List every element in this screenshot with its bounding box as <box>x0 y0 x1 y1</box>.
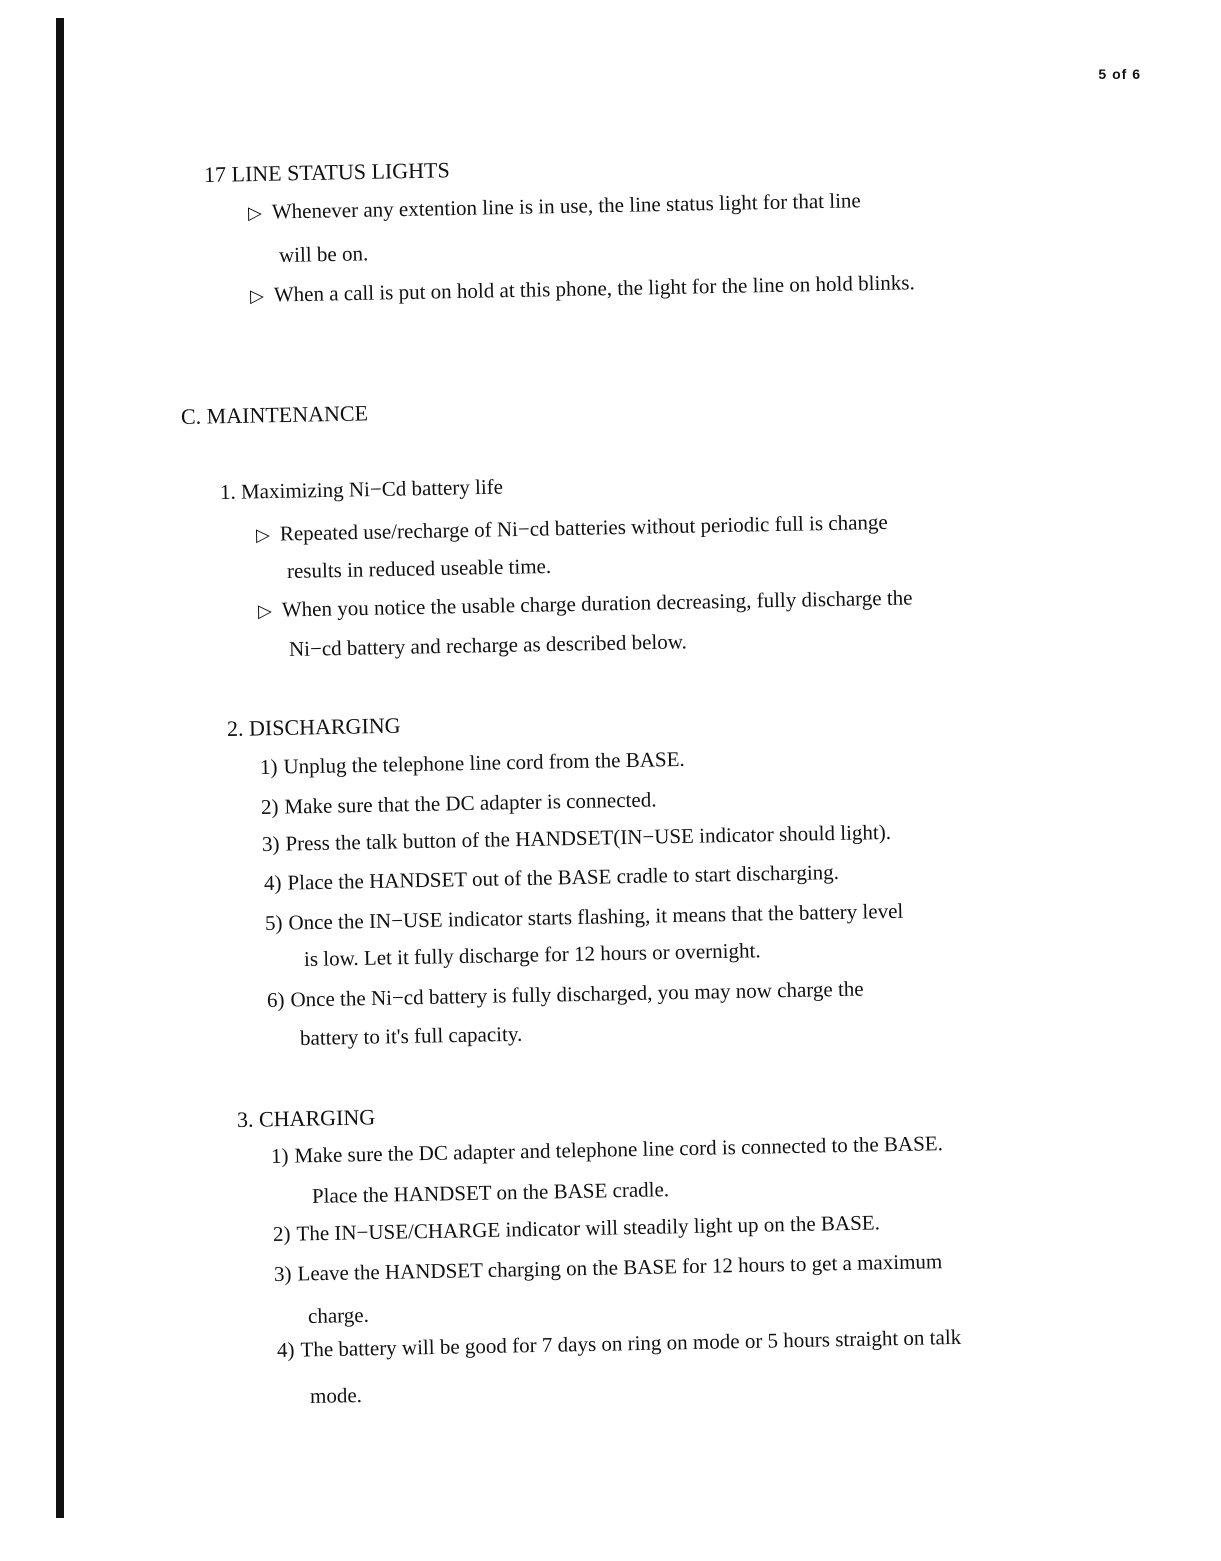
step-continuation: battery to it's full capacity. <box>299 1021 523 1050</box>
step-text: Press the talk button of the HANDSET(IN−USE indicator should light). <box>285 819 892 856</box>
bullet-text: Repeated use/recharge of Ni−cd batteries without periodic full is change <box>279 509 888 546</box>
list-item <box>264 860 839 896</box>
list-item <box>260 747 685 780</box>
page-number: 5 of 6 <box>1098 66 1141 82</box>
list-item <box>267 977 864 1013</box>
discharging-title: 2. DISCHARGING <box>226 712 401 741</box>
triangle-bullet-icon: ▷ <box>255 524 271 545</box>
list-item <box>261 787 657 820</box>
step-text: Leave the HANDSET charging on the BASE for 12 hours to get a maximum <box>297 1249 943 1286</box>
bullet-text: When a call is put on hold at this phone, the light for the line on hold blinks. <box>273 270 915 307</box>
list-item <box>256 510 888 547</box>
section-17-title: 17 LINE STATUS LIGHTS <box>203 157 450 187</box>
bullet-text: Whenever any extention line is in use, the line status light for that line <box>271 188 861 224</box>
step-text: Make sure the DC adapter and telephone line cord is connected to the BASE. <box>294 1131 944 1168</box>
list-item <box>271 1131 943 1169</box>
list-item <box>248 188 861 225</box>
step-text: The IN−USE/CHARGE indicator will steadily light up on the BASE. <box>296 1210 881 1246</box>
binding-margin-bar <box>56 18 64 1518</box>
step-text: Once the IN−USE indicator starts flashing, it means that the battery level <box>288 898 904 935</box>
bullet-continuation: results in reduced useable time. <box>286 553 552 583</box>
step-number: 2) <box>260 794 279 819</box>
step-continuation: mode. <box>309 1383 363 1408</box>
list-item <box>277 1325 962 1363</box>
step-continuation: charge. <box>307 1302 370 1328</box>
triangle-bullet-icon: ▷ <box>249 285 265 306</box>
step-number: 3) <box>273 1261 292 1286</box>
list-item <box>258 585 913 623</box>
step-continuation: is low. Let it fully discharge for 12 hours or overnight. <box>303 938 761 971</box>
bullet-text: When you notice the usable charge duration decreasing, fully discharge the <box>281 585 913 622</box>
list-item <box>274 1249 943 1287</box>
step-text: Once the Ni−cd battery is fully discharged, you may now charge the <box>290 976 864 1012</box>
maintenance-heading: C. MAINTENANCE <box>180 400 369 429</box>
bullet-continuation: will be on. <box>278 241 369 267</box>
step-text: Make sure that the DC adapter is connected. <box>284 787 657 819</box>
step-number: 1) <box>259 754 278 779</box>
step-text: The battery will be good for 7 days on ring on mode or 5 hours straight on talk <box>300 1324 962 1362</box>
step-text: Unplug the telephone line cord from the BASE. <box>283 746 685 779</box>
step-number: 6) <box>266 987 285 1012</box>
charging-title: 3. CHARGING <box>236 1104 376 1132</box>
battery-life-title: 1. Maximizing Ni−Cd battery life <box>219 474 504 504</box>
list-item <box>273 1210 880 1247</box>
triangle-bullet-icon: ▷ <box>247 202 263 223</box>
triangle-bullet-icon: ▷ <box>257 600 273 621</box>
step-number: 1) <box>270 1143 289 1168</box>
step-number: 2) <box>272 1221 291 1246</box>
list-item <box>262 820 891 857</box>
list-item <box>250 270 915 308</box>
step-number: 5) <box>264 910 283 935</box>
list-item <box>265 899 904 936</box>
step-number: 4) <box>276 1337 295 1362</box>
step-text: Place the HANDSET out of the BASE cradle to start discharging. <box>287 859 840 895</box>
step-number: 4) <box>263 870 282 895</box>
step-number: 3) <box>261 831 280 856</box>
bullet-continuation: Ni−cd battery and recharge as described below. <box>288 629 687 661</box>
step-continuation: Place the HANDSET on the BASE cradle. <box>311 1177 670 1208</box>
